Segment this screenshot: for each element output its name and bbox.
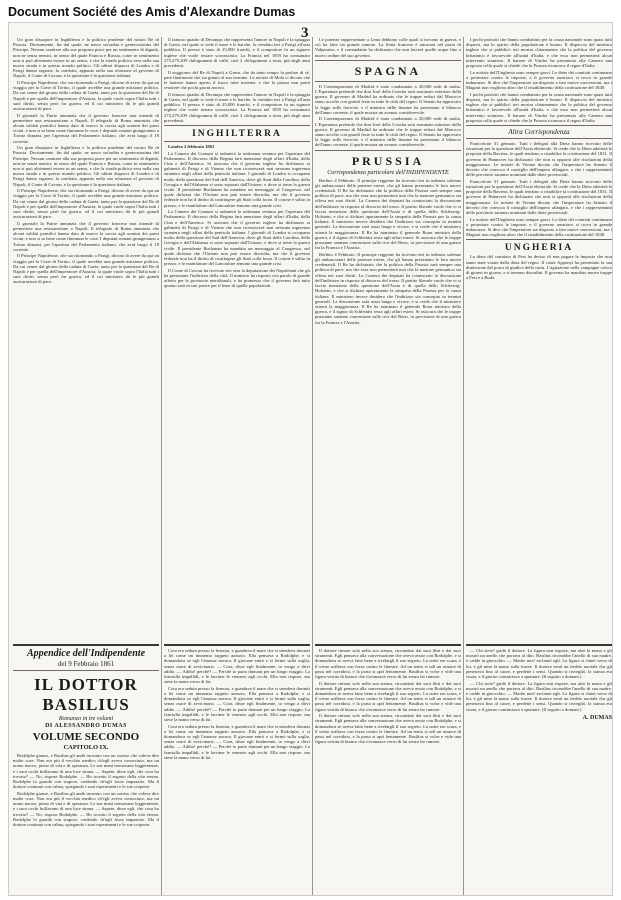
paragraph: Il dottore rimase solo nella sua stanza, circondato dai suoi libri e dai suoi strumenti. Egli pensava alla conversazione che aveva avuto con Rodolphe, e si domandava se aveva fatto bene a rivelargli il suo segreto. La notte era scura, e il vento soffiava con forza contro le finestre. Ad un tratto si udì un rumore di passi nel corridoio, e la porta si aprì lentamente. Basilius si volse e vide una figura vestita di bianco che s'avanzava verso di lui senza far rumore. bbox=[315, 713, 461, 745]
column-divider bbox=[312, 37, 313, 896]
novel-chapter: CAPITOLO IX. bbox=[63, 744, 109, 751]
paragraph: La dieta del comitato di Pest ha deciso di non pagare le imposte che non siano state votate dalla dieta del regno. Il conte Apponyi ha presentato la sua dimissione dal posto di giudice della curia. L'agitazione nelle campagne cresce di giorno in giorno, e si temono disordini. Il governo ha mandato nuove truppe a Pest e a Buda. bbox=[466, 254, 612, 281]
divider bbox=[13, 644, 159, 646]
divider bbox=[466, 239, 612, 240]
paragraph: Berlino 4 Febbraio. Il principe reggente ha ricevuto ieri in udienza solenne gli ambasciatori delle potenze estere, che gli hanno presentato le loro nuove credenziali. Il Re ha dichiarato che la politica della Prussia sarà sempre una politica di pace, ma che essa non permetterà mai che la nazione germanica sia offesa nei suoi diritti. La Camera dei deputati ha cominciato la discussione dell'indirizzo in risposta al discorso del trono. Il partito liberale vuole che vi si faccia menzione della questione dell'Assia e di quella dello Schleswig-Holstein, e che si dichiari apertamente la simpatia della Prussia per la causa italiana. Il ministero invece desidera che l'indirizzo sia concepito in termini generali. La discussione sarà assai lunga e vivace, e si crede che il ministero otterrà la maggioranza. Il Re ha nominato il generale Roon ministro della guerra, e il signor di Schleinitz resta agli affari esteri. Si assicura che le truppe prussiane saranno concentrate sulle rive del Reno, in previsione di una guerra fra la Francia e l'Austria. bbox=[315, 177, 461, 251]
column-divider bbox=[463, 37, 464, 896]
paragraph: Il giornale la Patrie annunzia che il governo francese non intende di permettere una restaurazione a Napoli. Il telegrafo di Roma annunzia che alcuni soldati pontifici hanno dato di nuovo la caccia agli uomini dei paesi vicini, e non si sa bene come finiranno le cose. I deputati romani giungeranno a Torino domani, per l'apertura del Parlamento italiano, che avrà luogo il 18 corrente. bbox=[13, 112, 159, 144]
paragraph: Cora era seduta presso la finestra, e guardava il mare che si stendeva davanti a lei come un immenso tappeto azzurro. Ella pensava a Rodolphe, e si domandava se egli l'amasse ancora. Il giovane entrò e si fermò sulla soglia, senza osare di avvicinarsi. — Cora, disse egli finalmente, io vengo a dirvi addio. — Addio! perchè? — Perchè io parto domani per un lungo viaggio. La fanciulla impallidì, e le lacrime le vennero agli occhi. Ella non rispose, ma stese la mano verso di lui. bbox=[164, 685, 310, 723]
section-subtitle: Corrispondenza particolare dell'INDIPENDENTE bbox=[327, 169, 449, 176]
paragraph: Il Conte di Cavour ha ricevuto ieri sera la deputazione dei Napoletani che gli ha presentato l'indirizzo della città. Il ministro ha risposto con parole di grande affetto per le provincie meridionali, e ha promesso che il governo farà tutto quanto sarà in suo potere per il bene di quelle popolazioni. bbox=[164, 267, 310, 289]
paragraph: Il giornale la Patrie annunzia che il governo francese non intende di permettere una restaurazione a Napoli. Il telegrafo di Roma annunzia che alcuni soldati pontifici hanno dato di nuovo la caccia agli uomini dei paesi vicini, e non si sa bene come finiranno le cose. I deputati romani giungeranno a Torino domani, per l'apertura del Parlamento italiano, che avrà luogo il 18 corrente. bbox=[13, 220, 159, 252]
paragraph: Cora era seduta presso la finestra, e guardava il mare che si stendeva davanti a lei come un immenso tappeto azzurro. Ella pensava a Rodolphe, e si domandava se egli l'amasse ancora. Il giovane entrò e si fermò sulla soglia, senza osare di avvicinarsi. — Cora, disse egli finalmente, io vengo a dirvi addio. — Addio! perchè? — Perchè io parto domani per un lungo viaggio. La fanciulla impallidì, e le lacrime le vennero agli occhi. Ella non rispose, ma stese la mano verso di lui. bbox=[164, 648, 310, 685]
section-inghilterra: INGHILTERRA bbox=[192, 129, 282, 140]
paragraph: I pochi patriotti che hanno combattuto per la causa nazionale sono quasi tutti dispersi, ma lo spirito della popolazione è buono. Il dispaccio del ministro inglese che si pubblicò ieri mostra chiaramente che la politica del governo britannico è favorevole all'unità d'Italia, e che esso non permetterà alcun intervento straniero. Il barone di Vincke ha presentato alla Camera una proposta colla quale si chiede che la Prussia riconosca il regno d'Italia. bbox=[466, 37, 612, 69]
paragraph: La Camera dei Comuni si radunerà la settimana ventura per l'apertura del Parlamento. Il discorso della Regina farà menzione degli affari d'Italia, della Cina e dell'America. Si assicura che il governo inglese ha dichiarato ai gabinetti di Parigi e di Vienna che non riconoscerà mai nessuna ingerenza straniera negli affari della penisola italiana. I giornali di Londra si occupano molto della questione del Sud dell'America, dove gli Stati della Carolina, della Georgia e dell'Alabama si sono separati dall'Unione, e dove si teme la guerra civile. Il presidente Buchanan ha mandato un messaggio al Congresso, nel quale dichiara che l'Unione non può essere disciolta, ma che il governo federale non ha il diritto di costringere gli Stati colla forza. Il cotone è salito in prezzo, e le manifatture del Lancashire temono una grande crisi. bbox=[164, 150, 310, 208]
article-text bbox=[466, 141, 612, 237]
section-ungheria: UNGHERIA bbox=[504, 243, 574, 254]
article-text bbox=[315, 178, 461, 325]
paragraph: Francoforte 31 gennaio. Tutti i delegati alla Dieta hanno ricevuto delle istruzioni per la questione dell'Assia elettorale. Si crede che la Dieta adotterà le proposte della Baviera, le quali tendono a ristabilire la costituzione del 1831. Il governo di Hannover ha dichiarato che non si opporrà alle risoluzioni della maggioranza. Le notizie di Vienna dicono che l'imperatore ha firmato il decreto che convoca il consiglio dell'impero allargato, e che i rappresentanti delle provincie saranno nominati dalle diete provinciali. bbox=[466, 141, 612, 178]
section-altra-corrispondenza: Altra Corrispondenza bbox=[508, 128, 570, 137]
article-text bbox=[164, 144, 310, 289]
divider bbox=[315, 81, 461, 82]
dateline: Londra 2 febbraio 1861 bbox=[168, 144, 215, 150]
article-text bbox=[315, 37, 461, 58]
article-text bbox=[315, 84, 461, 148]
novel-subtitle: Romanzo in tre volumi bbox=[58, 716, 114, 722]
section-prussia: PRUSSIA bbox=[351, 153, 425, 168]
feuilleton-text bbox=[315, 648, 461, 744]
paragraph: Il famoso quadro di Decamps che rappresenta l'amore in Napoli e la spiaggia di Gaeta, nel quale si vede il mare e le barche, fu venduto ieri a Parigi all'asta pubblica. Il prezzo è stato di 25,000 franchi, e il compratore fu un signore inglese che vuole restare sconosciuto. La Francia nel 1859 ha consumato 275,279,209 chilogrammi di caffè, cioè 2 chilogrammi a testa, più degli anni precedenti. bbox=[164, 37, 310, 69]
article-text bbox=[13, 37, 159, 285]
page-number: 3 bbox=[301, 25, 309, 41]
divider bbox=[315, 644, 461, 646]
paragraph: — Chi siete? gridò il dottore. La figura non rispose, ma alzò la mano e gli mostrò un anello che portava al dito. Basilius riconobbe l'anello di sua madre, e cadde in ginocchio. — Madre mia! esclamò egli. La figura si chinò verso di lui, e gli mise la mano sulla fronte. Il dottore sentì un freddo mortale che gli penetrava fino al cuore, e perdette i sensi. Quando si risvegliò, la stanza era vuota, e il giorno cominciava a spuntare. (Il seguito a domani.) bbox=[466, 648, 612, 680]
paragraph: Un gran dissapore in Inghilterra e la politica prudente del nostro Re di Prussia. Decisamente, fin dal quale, ne nasce un'ardita e generosissima del Principe. Nessun carattere alla sua proposta piace per un sentimento di dignità, non ne senza nemici, in senso del quale Francia e Russia, come in sentimento non si può altrimenti essere in un senso, e che la strada politica vera nella sua nuova strada e in questo mondo politico. Gli ultimi dispacci di Londra e di Parigi danno ragione, la condotta, appunto nella sua relazione al governo di Napoli, il Conte di Cavour, e la questione è la questione italiana. bbox=[13, 37, 159, 79]
feuilleton-header bbox=[13, 642, 159, 829]
feuilleton-column-2 bbox=[164, 642, 310, 761]
divider bbox=[315, 60, 461, 61]
divider bbox=[466, 138, 612, 139]
novel-author: DI ALESSANDRO DUMAS bbox=[45, 723, 127, 729]
column-3 bbox=[315, 37, 461, 895]
article-text bbox=[466, 37, 612, 123]
article-text bbox=[164, 37, 310, 123]
section-spagna: SPAGNA bbox=[354, 63, 422, 78]
paragraph: Francoforte 31 gennaio. Tutti i delegati alla Dieta hanno ricevuto delle istruzioni per la questione dell'Assia elettorale. Si crede che la Dieta adotterà le proposte della Baviera, le quali tendono a ristabilire la costituzione del 1831. Il governo di Hannover ha dichiarato che non si opporrà alle risoluzioni della maggioranza. Le notizie di Vienna dicono che l'imperatore ha firmato il decreto che convoca il consiglio dell'impero allargato, e che i rappresentanti delle provincie saranno nominati dalle diete provinciali. bbox=[466, 178, 612, 216]
paragraph: Il famoso quadro di Decamps che rappresenta l'amore in Napoli e la spiaggia di Gaeta, nel quale si vede il mare e le barche, fu venduto ieri a Parigi all'asta pubblica. Il prezzo è stato di 25,000 franchi, e il compratore fu un signore inglese che vuole restare sconosciuto. La Francia nel 1859 ha consumato 275,279,209 chilogrammi di caffè, cioè 2 chilogrammi a testa, più degli anni precedenti. bbox=[164, 91, 310, 123]
paragraph: Il dottore rimase solo nella sua stanza, circondato dai suoi libri e dai suoi strumenti. Egli pensava alla conversazione che aveva avuto con Rodolphe, e si domandava se aveva fatto bene a rivelargli il suo segreto. La notte era scura, e il vento soffiava con forza contro le finestre. Ad un tratto si udì un rumore di passi nel corridoio, e la porta si aprì lentamente. Basilius si volse e vide una figura vestita di bianco che s'avanzava verso di lui senza far rumore. bbox=[315, 648, 461, 680]
feuilleton-text bbox=[164, 648, 310, 760]
feuilleton-column-4 bbox=[466, 642, 612, 721]
paragraph: Il Contemporaneo di Madrid è stato condannato a 20,000 reali di multa. L'Esperanza pretende che don José della Concha sarà nominato ministro della guerra. Il governo di Madrid ha ordinato che le truppe reduci dal Marocco siano accolte con grandi feste in tutte le città del regno. Il Senato ha approvato la legge sulle ferrovie, e il ministro delle finanze ha presentato il bilancio dell'anno corrente, il quale mostra un avanzo considerevole. bbox=[315, 83, 461, 115]
paragraph: Cora era seduta presso la finestra, e guardava il mare che si stendeva davanti a lei come un immenso tappeto azzurro. Ella pensava a Rodolphe, e si domandava se egli l'amasse ancora. Il giovane entrò e si fermò sulla soglia, senza osare di avvicinarsi. — Cora, disse egli finalmente, io vengo a dirvi addio. — Addio! perchè? — Perchè io parto domani per un lungo viaggio. La fanciulla impallidì, e le lacrime le vennero agli occhi. Ella non rispose, ma stese la mano verso di lui. bbox=[164, 723, 310, 760]
paragraph: Le potenze rappresentate a Lima debbono colle quali si trovano in guerra, e ciò ha fatto un grande rumore. La flotta francese è ancorata nel porto di Valparaiso, e il comandante ha dichiarato che non lascerà quelle acque fino a nuovo ordine del suo governo. bbox=[315, 37, 461, 58]
paragraph: Rodolphe giunse, e Basilius gli andò incontro con un sorriso che voleva dire molte cose. Non era più il vecchio medico ch'egli aveva conosciuto, ma un uomo nuovo, pieno di vita e di speranza. Le sue mani tremavano leggermente, e i suoi occhi brillavano di una luce strana. — Sapete, disse egli, che cosa ho trovato? — No, rispose Rodolphe. — Ho trovato il segreto della vita eterna. Rodolphe lo guardò con stupore, credendo ch'egli fosse impazzito. Ma il dottore continuò con calma, spiegando i suoi esperimenti e le sue scoperte. bbox=[13, 753, 159, 790]
paragraph: La Camera dei Comuni si radunerà la settimana ventura per l'apertura del Parlamento. Il discorso della Regina farà menzione degli affari d'Italia, della Cina e dell'America. Si assicura che il governo inglese ha dichiarato ai gabinetti di Parigi e di Vienna che non riconoscerà mai nessuna ingerenza straniera negli affari della penisola italiana. I giornali di Londra si occupano molto della questione del Sud dell'America, dove gli Stati della Carolina, della Georgia e dell'Alabama si sono separati dall'Unione, e dove si teme la guerra civile. Il presidente Buchanan ha mandato un messaggio al Congresso, nel quale dichiara che l'Unione non può essere disciolta, ma che il governo federale non ha il diritto di costringere gli Stati colla forza. Il cotone è salito in prezzo, e le manifatture del Lancashire temono una grande crisi. bbox=[164, 209, 310, 267]
column-4 bbox=[466, 37, 612, 895]
paragraph: Berlino 4 Febbraio. Il principe reggente ha ricevuto ieri in udienza solenne gli ambasciatori delle potenze estere, che gli hanno presentato le loro nuove credenziali. Il Re ha dichiarato che la politica della Prussia sarà sempre una politica di pace, ma che essa non permetterà mai che la nazione germanica sia offesa nei suoi diritti. La Camera dei deputati ha cominciato la discussione dell'indirizzo in risposta al discorso del trono. Il partito liberale vuole che vi si faccia menzione della questione dell'Assia e di quella dello Schleswig-Holstein, e che si dichiari apertamente la simpatia della Prussia per la causa italiana. Il ministero invece desidera che l'indirizzo sia concepito in termini generali. La discussione sarà assai lunga e vivace, e si crede che il ministero otterrà la maggioranza. Il Re ha nominato il generale Roon ministro della guerra, e il signor di Schleinitz resta agli affari esteri. Si assicura che le truppe prussiane saranno concentrate sulle rive del Reno, in previsione di una guerra fra la Francia e l'Austria. bbox=[315, 251, 461, 325]
feuilleton-text bbox=[13, 753, 159, 827]
feuilleton-heading: Appendice dell'Indipendente bbox=[26, 648, 146, 659]
paragraph: Il soggiorno del Re di Napoli a Gaeta, che da tanto tempo fa parlare di sé, pare finalmente che sia giunto al suo termine. Le notizie di Mola ci dicono che le batterie hanno aperto il fuoco tutte insieme, e che la piazza non potrà resistere che pochi giorni ancora. bbox=[164, 69, 310, 91]
paragraph: Il dottore rimase solo nella sua stanza, circondato dai suoi libri e dai suoi strumenti. Egli pensava alla conversazione che aveva avuto con Rodolphe, e si domandava se aveva fatto bene a rivelargli il suo segreto. La notte era scura, e il vento soffiava con forza contro le finestre. Ad un tratto si udì un rumore di passi nel corridoio, e la porta si aprì lentamente. Basilius si volse e vide una figura vestita di bianco che s'avanzava verso di lui senza far rumore. bbox=[315, 680, 461, 712]
feuilleton-text bbox=[466, 648, 612, 712]
divider bbox=[466, 644, 612, 646]
paragraph: Le notizie dell'Ungheria sono sempre gravi. Le diete dei comitati continuano a protestare contro le imposte, e il governo austriaco si trova in grande imbarazzo. Si dice che l'imperatore sia disposto a fare nuove concessioni, ma i Magiari non vogliono altro che il ristabilimento della costituzione del 1848. bbox=[466, 69, 612, 91]
divider bbox=[164, 141, 310, 142]
column-1 bbox=[13, 37, 159, 895]
paragraph: — Chi siete? gridò il dottore. La figura non rispose, ma alzò la mano e gli mostrò un anello che portava al dito. Basilius riconobbe l'anello di sua madre, e cadde in ginocchio. — Madre mia! esclamò egli. La figura si chinò verso di lui, e gli mise la mano sulla fronte. Il dottore sentì un freddo mortale che gli penetrava fino al cuore, e perdette i sensi. Quando si risvegliò, la stanza era vuota, e il giorno cominciava a spuntare. (Il seguito a domani.) bbox=[466, 680, 612, 712]
feuilleton-title-block bbox=[13, 648, 159, 751]
novel-volume: VOLUME SECONDO bbox=[32, 731, 140, 743]
divider bbox=[164, 125, 310, 126]
column-divider bbox=[161, 37, 162, 896]
document-title: Document Société des Amis d'Alexandre Dumas bbox=[8, 5, 296, 19]
paragraph: Il Principe Napoleone, che sta ritornando a Parigi, dicono di avere da qui un viaggio per la Corte di Torino, il quale avrebbe una grande missione politica. Da cui venne dal giorno della caduta di Gaeta, tanto per la questione del Re di Napoli e per quella dell'imperatore d'Austria, la quale vuole sopra l'Italia tutti i suoi diritti, senza però far guerra, ed il cui ministero dà le più grandi assicurazioni di pace. bbox=[13, 188, 159, 220]
divider bbox=[315, 150, 461, 151]
paragraph: Un gran dissapore in Inghilterra e la politica prudente del nostro Re di Prussia. Decisamente, fin dal quale, ne nasce un'ardita e generosissima del Principe. Nessun carattere alla sua proposta piace per un sentimento di dignità, non ne senza nemici, in senso del quale Francia e Russia, come in sentimento non si può altrimenti essere in un senso, e che la strada politica vera nella sua nuova strada e in questo mondo politico. Gli ultimi dispacci di Londra e di Parigi danno ragione, la condotta, appunto nella sua relazione al governo di Napoli, il Conte di Cavour, e la questione è la questione italiana. bbox=[13, 145, 159, 187]
feuilleton-signature: A. DUMAS bbox=[582, 714, 612, 721]
paragraph: Il Principe Napoleone, che sta ritornando a Parigi, dicono di avere da qui un viaggio per la Corte di Torino, il quale avrebbe una grande missione politica. Da cui venne dal giorno della caduta di Gaeta, tanto per la questione del Re di Napoli e per quella dell'imperatore d'Austria, la quale vuole sopra l'Italia tutti i suoi diritti, senza però far guerra, ed il cui ministero dà le più grandi assicurazioni di pace. bbox=[13, 253, 159, 285]
column-2 bbox=[164, 37, 310, 895]
novel-title: IL DOTTOR BASILIUS bbox=[34, 675, 138, 714]
feuilleton-date: del 9 Febbraio 1861 bbox=[57, 660, 115, 668]
paragraph: Le notizie dell'Ungheria sono sempre gravi. Le diete dei comitati continuano a protestare contro le imposte, e il governo austriaco si trova in grande imbarazzo. Si dice che l'imperatore sia disposto a fare nuove concessioni, ma i Magiari non vogliono altro che il ristabilimento della costituzione del 1848. bbox=[466, 216, 612, 238]
article-text bbox=[466, 254, 612, 280]
newspaper-page bbox=[8, 22, 613, 896]
paragraph: Rodolphe giunse, e Basilius gli andò incontro con un sorriso che voleva dire molte cose. Non era più il vecchio medico ch'egli aveva conosciuto, ma un uomo nuovo, pieno di vita e di speranza. Le sue mani tremavano leggermente, e i suoi occhi brillavano di una luce strana. — Sapete, disse egli, che cosa ho trovato? — No, rispose Rodolphe. — Ho trovato il segreto della vita eterna. Rodolphe lo guardò con stupore, credendo ch'egli fosse impazzito. Ma il dottore continuò con calma, spiegando i suoi esperimenti e le sue scoperte. bbox=[13, 790, 159, 828]
paragraph: Il Contemporaneo di Madrid è stato condannato a 20,000 reali di multa. L'Esperanza pretende che don José della Concha sarà nominato ministro della guerra. Il governo di Madrid ha ordinato che le truppe reduci dal Marocco siano accolte con grandi feste in tutte le città del regno. Il Senato ha approvato la legge sulle ferrovie, e il ministro delle finanze ha presentato il bilancio dell'anno corrente, il quale mostra un avanzo considerevole. bbox=[315, 116, 461, 148]
paragraph: I pochi patriotti che hanno combattuto per la causa nazionale sono quasi tutti dispersi, ma lo spirito della popolazione è buono. Il dispaccio del ministro inglese che si pubblicò ieri mostra chiaramente che la politica del governo britannico è favorevole all'unità d'Italia, e che esso non permetterà alcun intervento straniero. Il barone di Vincke ha presentato alla Camera una proposta colla quale si chiede che la Prussia riconosca il regno d'Italia. bbox=[466, 91, 612, 123]
paragraph: Il Principe Napoleone, che sta ritornando a Parigi, dicono di avere da qui un viaggio per la Corte di Torino, il quale avrebbe una grande missione politica. Da cui venne dal giorno della caduta di Gaeta, tanto per la questione del Re di Napoli e per quella dell'imperatore d'Austria, la quale vuole sopra l'Italia tutti i suoi diritti, senza però far guerra, ed il cui ministero dà le più grandi assicurazioni di pace. bbox=[13, 80, 159, 112]
feuilleton-column-3 bbox=[315, 642, 461, 746]
divider bbox=[13, 670, 159, 671]
divider bbox=[164, 644, 310, 646]
divider bbox=[466, 125, 612, 126]
